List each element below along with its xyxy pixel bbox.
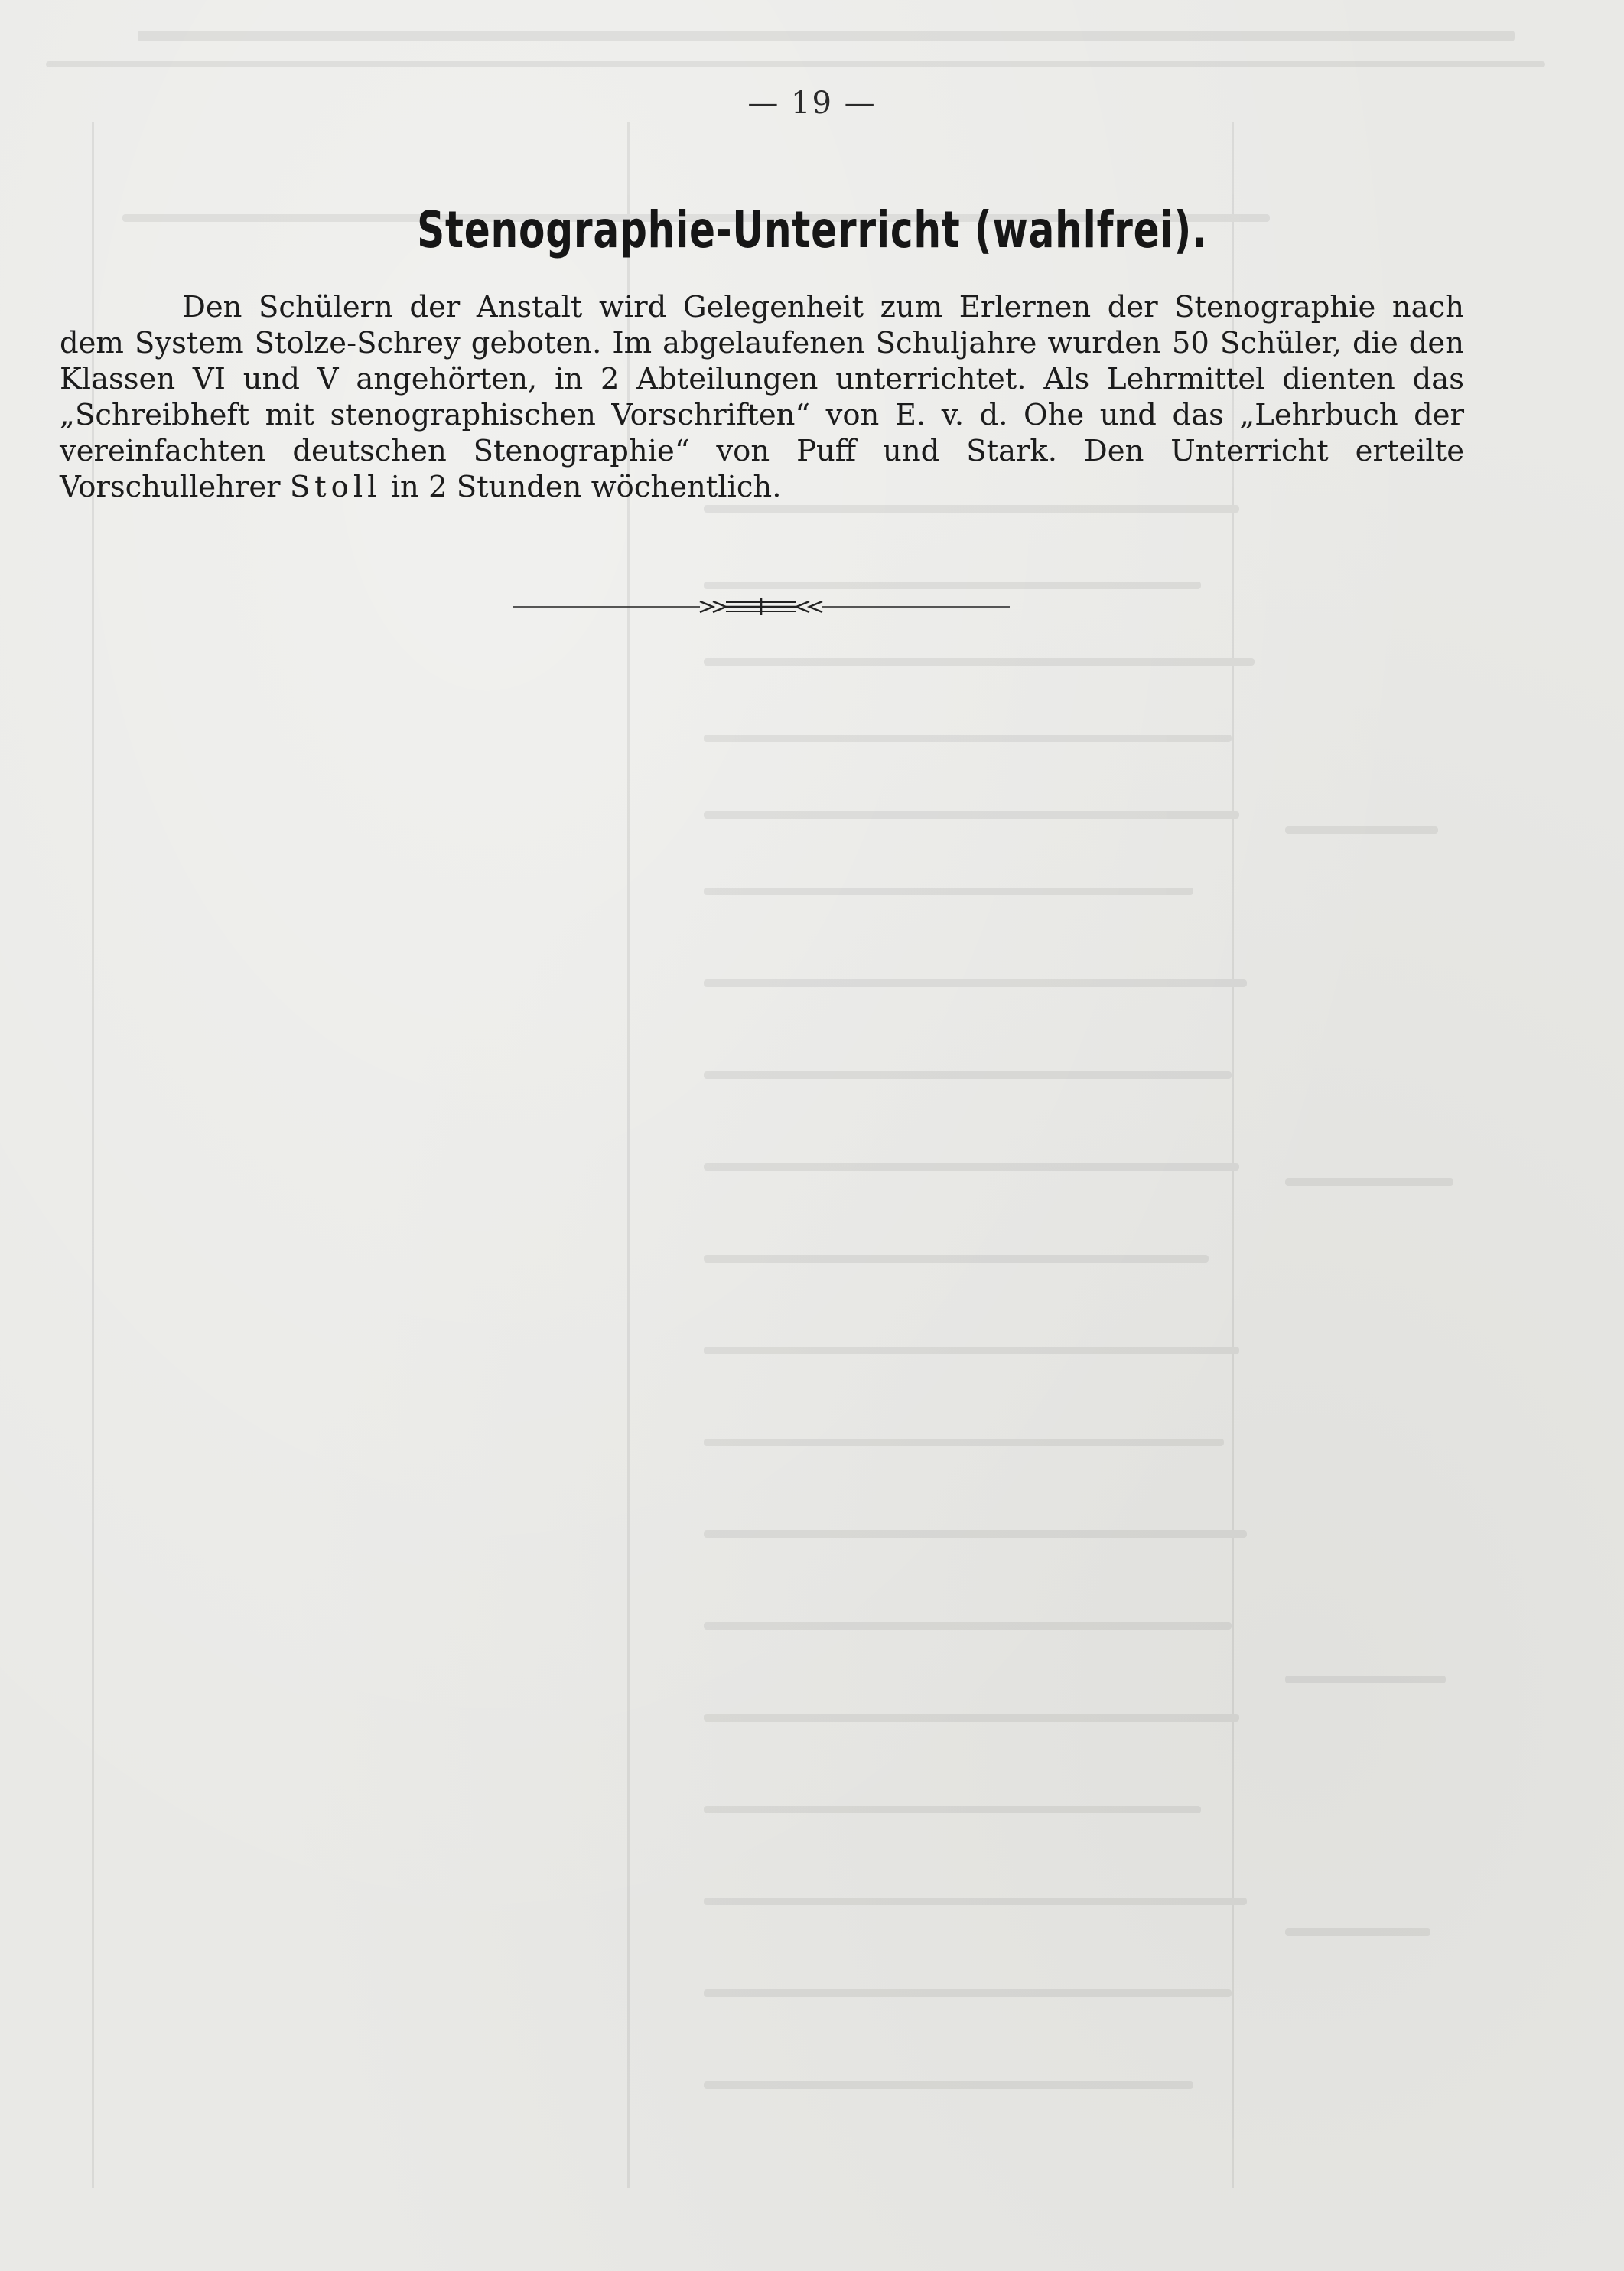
page-number: — 19 —	[747, 86, 877, 121]
paragraph-text-part2: in 2 Stunden wöchentlich.	[390, 470, 782, 504]
body-paragraph	[60, 289, 1464, 505]
paragraph-text-part1: Den Schülern der Anstalt wird Gelegenheit zum Erlernen der Stenographie nach dem System Stolze-Schrey geboten. Im abgelaufenen Schuljahre wurden 50 Schüler, die den Klassen VI und V angehörten, in 2 Abteilungen unterrichtet. Als Lehrmittel dienten das „Schreibheft mit stenographischen Vorschriften“ von E. v. d. Ohe und das „Lehrbuch der vereinfachten deutschen Stenographie“ von Puff und Stark. Den Unterricht erteilte Vorschullehrer	[60, 290, 1464, 504]
decorative-rule-icon	[513, 595, 1010, 618]
teacher-name: Stoll	[289, 470, 382, 504]
section-title: Stenographie-Unterricht (wahlfrei).	[417, 200, 1207, 259]
